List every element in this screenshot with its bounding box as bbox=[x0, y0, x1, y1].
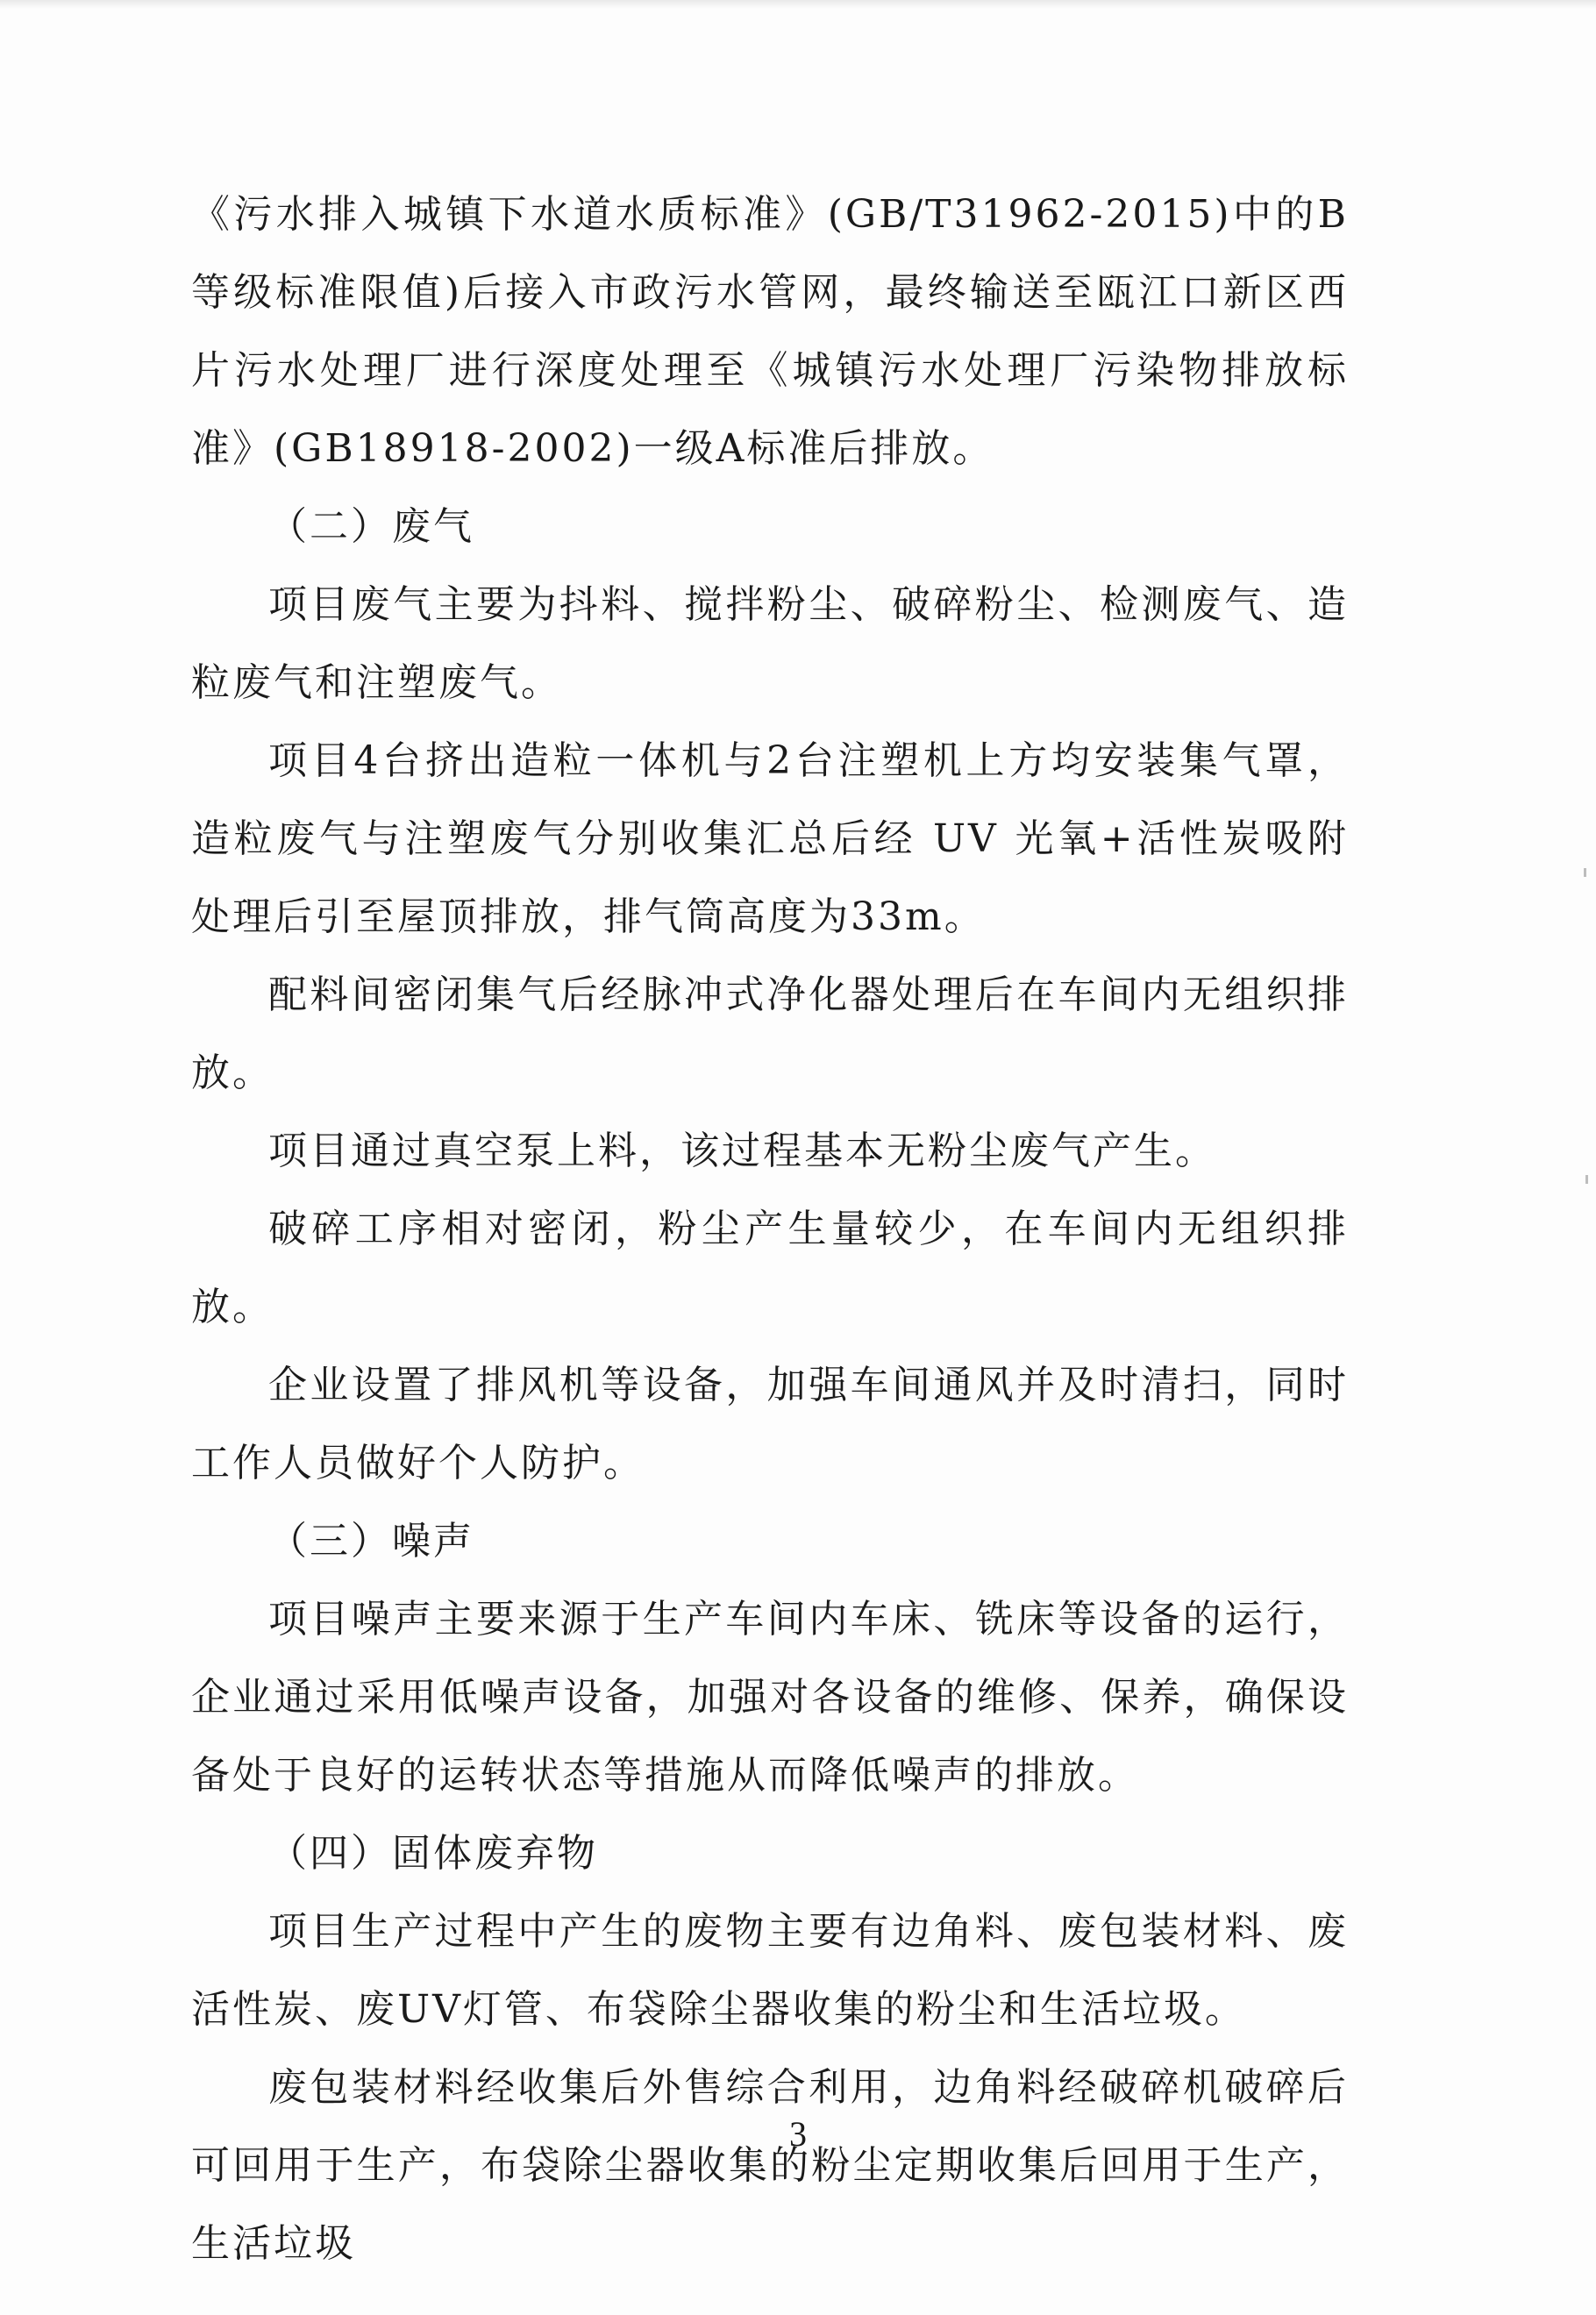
page-number: 3 bbox=[789, 2114, 807, 2154]
section-heading-noise: （三）噪声 bbox=[268, 1519, 474, 1564]
paragraph: 项目4台挤出造粒一体机与2台注塑机上方均安装集气罩，造粒废气与注塑废气分别收集汇总后经 UV 光氧+活性炭吸附处理后引至屋顶排放，排气筒高度为33m。 bbox=[191, 738, 1349, 939]
paragraph: 项目生产过程中产生的废物主要有边角料、废包装材料、废活性炭、废UV灯管、布袋除尘器收集的粉尘和生活垃圾。 bbox=[191, 1909, 1349, 2032]
paragraph: 项目废气主要为抖料、搅拌粉尘、破碎粉尘、检测废气、造粒废气和注塑废气。 bbox=[191, 582, 1349, 705]
paragraph: 项目通过真空泵上料，该过程基本无粉尘废气产生。 bbox=[268, 1129, 1216, 1173]
scan-speck bbox=[1584, 868, 1586, 877]
section-heading-solid-waste: （四）固体废弃物 bbox=[268, 1831, 598, 1876]
scan-speck bbox=[1585, 1175, 1588, 1184]
paragraph: 废包装材料经收集后外售综合利用，边角料经破碎机破碎后可回用于生产，布袋除尘器收集的粉尘定期收集后回用于生产，生活垃圾 bbox=[191, 2065, 1349, 2266]
document-body bbox=[191, 175, 1349, 2283]
scan-edge bbox=[0, 0, 1596, 9]
paragraph: 破碎工序相对密闭，粉尘产生量较少，在车间内无组织排放。 bbox=[191, 1207, 1349, 1329]
paragraph: 配料间密闭集气后经脉冲式净化器处理后在车间内无组织排放。 bbox=[191, 972, 1349, 1095]
paragraph: 项目噪声主要来源于生产车间内车床、铣床等设备的运行，企业通过采用低噪声设备，加强对各设备的维修、保养，确保设备处于良好的运转状态等措施从而降低噪声的排放。 bbox=[191, 1597, 1349, 1798]
paragraph: 企业设置了排风机等设备，加强车间通风并及时清扫，同时工作人员做好个人防护。 bbox=[191, 1363, 1349, 1485]
paragraph-continuation: 《污水排入城镇下水道水质标准》(GB/T31962-2015)中的B等级标准限值)后接入市政污水管网，最终输送至瓯江口新区西片污水处理厂进行深度处理至《城镇污水处理厂污染物排放标准》(GB18918-2002)一级A标准后排放。 bbox=[191, 192, 1349, 471]
section-heading-waste-gas: （二）废气 bbox=[268, 504, 474, 549]
